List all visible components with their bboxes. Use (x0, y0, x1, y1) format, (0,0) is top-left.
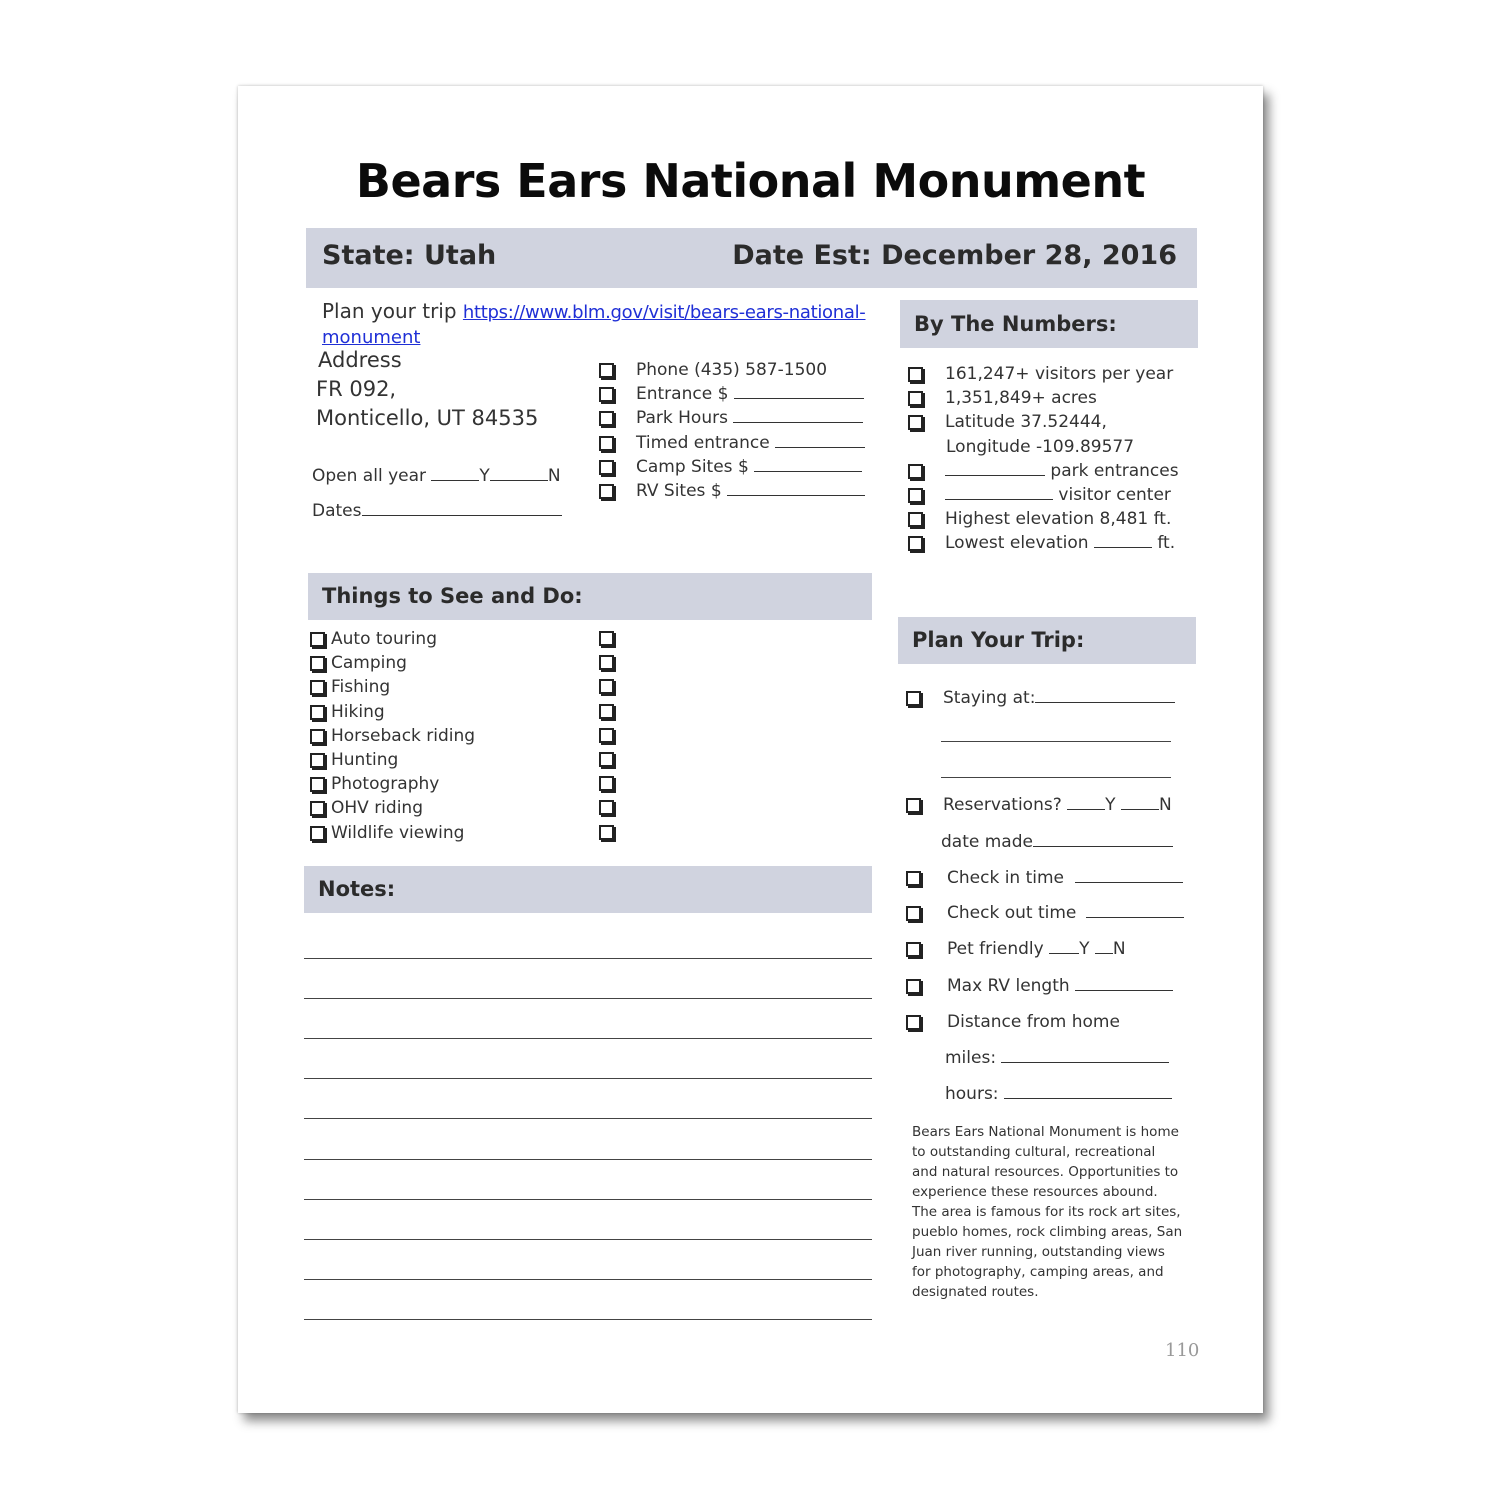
plan-trip-link-line (322, 299, 866, 323)
notes-line[interactable] (304, 1279, 872, 1280)
pet-no-blank[interactable] (1095, 939, 1113, 954)
checkbox[interactable] (310, 632, 325, 647)
checkbox[interactable] (908, 391, 923, 406)
visitor-center-blank[interactable] (945, 485, 1053, 500)
checkbox[interactable] (310, 826, 325, 841)
reservations-no-blank[interactable] (1121, 795, 1159, 810)
numbers-longitude: Longitude -109.89577 (946, 437, 1135, 457)
notes-heading: Notes: (318, 877, 396, 901)
dates-blank[interactable] (362, 501, 562, 516)
check-in-blank[interactable] (1075, 868, 1183, 883)
checkbox[interactable] (906, 906, 921, 921)
state-label: State: Utah (322, 240, 497, 271)
checkbox[interactable] (599, 800, 614, 815)
checkbox[interactable] (906, 871, 921, 886)
notes-line[interactable] (304, 1159, 872, 1160)
checkbox[interactable] (310, 753, 325, 768)
staying-blank[interactable] (1035, 688, 1175, 703)
rv-sites-blank[interactable] (727, 481, 865, 496)
plan-date-made: date made (941, 832, 1173, 852)
plan-trip-prefix: Plan your trip (322, 299, 463, 323)
checkbox[interactable] (310, 656, 325, 671)
plan-hours: hours: (945, 1084, 1172, 1104)
description-line: Juan river running, outstanding views (912, 1244, 1165, 1260)
plan-header (898, 617, 1196, 664)
checkbox[interactable] (310, 801, 325, 816)
notes-line[interactable] (304, 1199, 872, 1200)
plan-max-rv: Max RV length (906, 976, 1173, 996)
monument-description (912, 1122, 1192, 1302)
notes-line[interactable] (304, 998, 872, 999)
pet-yes-blank[interactable] (1049, 939, 1079, 954)
checkbox[interactable] (599, 704, 614, 719)
by-numbers-heading: By The Numbers: (914, 312, 1117, 336)
notes-line[interactable] (304, 1239, 872, 1240)
things-header (308, 573, 872, 620)
open-yes-label: Y (479, 466, 490, 486)
checkbox[interactable] (906, 942, 921, 957)
checkbox[interactable] (599, 484, 614, 499)
checkbox[interactable] (908, 367, 923, 382)
plan-miles: miles: (945, 1048, 1169, 1068)
address-heading: Address (318, 348, 402, 372)
numbers-lowest-elevation: Lowest elevation ft. (908, 533, 1175, 553)
staying-line[interactable] (941, 777, 1171, 778)
numbers-park-entrances: park entrances (908, 461, 1179, 481)
page-number: 110 (1165, 1340, 1200, 1361)
checkbox[interactable] (310, 729, 325, 744)
notes-line[interactable] (304, 1038, 872, 1039)
open-all-year-label: Open all year (312, 466, 427, 486)
description-line: designated routes. (912, 1284, 1039, 1300)
notes-line[interactable] (304, 1078, 872, 1079)
open-no-label: N (547, 466, 561, 486)
description-line: experience these resources abound. (912, 1184, 1158, 1200)
checkbox[interactable] (599, 631, 614, 646)
plan-staying: Staying at: (906, 688, 1175, 708)
plan-heading: Plan Your Trip: (912, 628, 1085, 652)
things-item: Horseback riding (310, 726, 475, 746)
things-item: Photography (310, 774, 439, 794)
entrance-blank[interactable] (734, 384, 864, 399)
description-line: for photography, camping areas, and (912, 1264, 1164, 1280)
date-established-label: Date Est: December 28, 2016 (732, 240, 1177, 271)
checkbox[interactable] (906, 979, 921, 994)
checkbox[interactable] (906, 798, 921, 813)
park-hours-blank[interactable] (733, 408, 863, 423)
checkbox[interactable] (599, 411, 614, 426)
checkbox[interactable] (599, 460, 614, 475)
page-title: Bears Ears National Monument (355, 154, 1146, 208)
checkbox[interactable] (906, 691, 921, 706)
checkbox[interactable] (908, 536, 923, 551)
info-item-park-hours: Park Hours (599, 408, 899, 428)
plan-reservations: Reservations? Y N (906, 795, 1172, 815)
planner-page (238, 86, 1263, 1413)
notes-line[interactable] (304, 958, 872, 959)
things-item: Wildlife viewing (310, 823, 464, 843)
open-all-year-row (312, 466, 561, 486)
checkbox[interactable] (908, 415, 923, 430)
checkbox[interactable] (310, 777, 325, 792)
park-entrances-blank[interactable] (945, 461, 1045, 476)
checkbox[interactable] (908, 488, 923, 503)
checkbox[interactable] (908, 512, 923, 527)
reservations-yes-blank[interactable] (1067, 795, 1105, 810)
plan-check-in: Check in time (906, 868, 1183, 888)
notes-line[interactable] (304, 1319, 872, 1320)
check-out-blank[interactable] (1086, 903, 1184, 918)
checkbox[interactable] (310, 705, 325, 720)
hours-blank[interactable] (1004, 1084, 1172, 1099)
checkbox[interactable] (906, 1015, 921, 1030)
notes-header (304, 866, 872, 913)
website-link[interactable]: https://www.blm.gov/visit/bears-ears-national- (462, 302, 866, 323)
numbers-highest-elevation: Highest elevation 8,481 ft. (908, 509, 1171, 529)
info-item-phone: Phone (435) 587-1500 (599, 360, 899, 380)
things-heading: Things to See and Do: (322, 584, 583, 608)
checkbox[interactable] (599, 436, 614, 451)
staying-line[interactable] (941, 741, 1171, 742)
plan-pet-friendly: Pet friendly Y N (906, 939, 1126, 959)
open-yes-blank[interactable] (431, 466, 479, 481)
checkbox[interactable] (599, 776, 614, 791)
things-item: Camping (310, 653, 407, 673)
things-item: OHV riding (310, 798, 423, 818)
open-no-blank[interactable] (490, 466, 548, 481)
max-rv-blank[interactable] (1075, 976, 1173, 991)
things-item: Auto touring (310, 629, 437, 649)
plan-check-out: Check out time (906, 903, 1184, 923)
dates-label: Dates (312, 501, 362, 521)
notes-line[interactable] (304, 1118, 872, 1119)
description-line: and natural resources. Opportunities to (912, 1164, 1179, 1180)
description-line: The area is famous for its rock art sites, (912, 1204, 1181, 1220)
numbers-acres: 1,351,849+ acres (908, 388, 1097, 408)
address-line1: FR 092, (316, 377, 397, 401)
checkbox[interactable] (599, 655, 614, 670)
timed-entrance-blank[interactable] (775, 433, 865, 448)
plan-distance: Distance from home (906, 1012, 1120, 1032)
numbers-latitude: Latitude 37.52444, (908, 412, 1107, 432)
dates-row (312, 501, 562, 521)
checkbox[interactable] (599, 752, 614, 767)
description-line: to outstanding cultural, recreational (912, 1144, 1156, 1160)
checkbox[interactable] (599, 825, 614, 840)
info-item-camp-sites: Camp Sites $ (599, 457, 899, 477)
checkbox[interactable] (599, 387, 614, 402)
things-item: Hiking (310, 702, 385, 722)
numbers-visitors: 161,247+ visitors per year (908, 364, 1173, 384)
address-line2: Monticello, UT 84535 (316, 406, 539, 430)
numbers-visitor-center: visitor center (908, 485, 1171, 505)
website-link-continued[interactable]: monument (322, 327, 421, 348)
things-item: Hunting (310, 750, 398, 770)
description-line: Bears Ears National Monument is home (912, 1124, 1179, 1140)
by-numbers-header (900, 300, 1198, 348)
checkbox[interactable] (599, 679, 614, 694)
date-made-blank[interactable] (1033, 832, 1173, 847)
checkbox[interactable] (599, 728, 614, 743)
camp-sites-blank[interactable] (754, 457, 862, 472)
things-item: Fishing (310, 677, 390, 697)
state-date-bar (306, 228, 1197, 288)
miles-blank[interactable] (1001, 1048, 1169, 1063)
description-line: pueblo homes, rock climbing areas, San (912, 1224, 1183, 1240)
info-item-rv-sites: RV Sites $ (599, 481, 899, 501)
checkbox[interactable] (908, 464, 923, 479)
info-item-entrance: Entrance $ (599, 384, 899, 404)
info-item-timed-entrance: Timed entrance (599, 433, 899, 453)
checkbox[interactable] (599, 363, 614, 378)
lowest-elevation-blank[interactable] (1094, 533, 1152, 548)
checkbox[interactable] (310, 680, 325, 695)
